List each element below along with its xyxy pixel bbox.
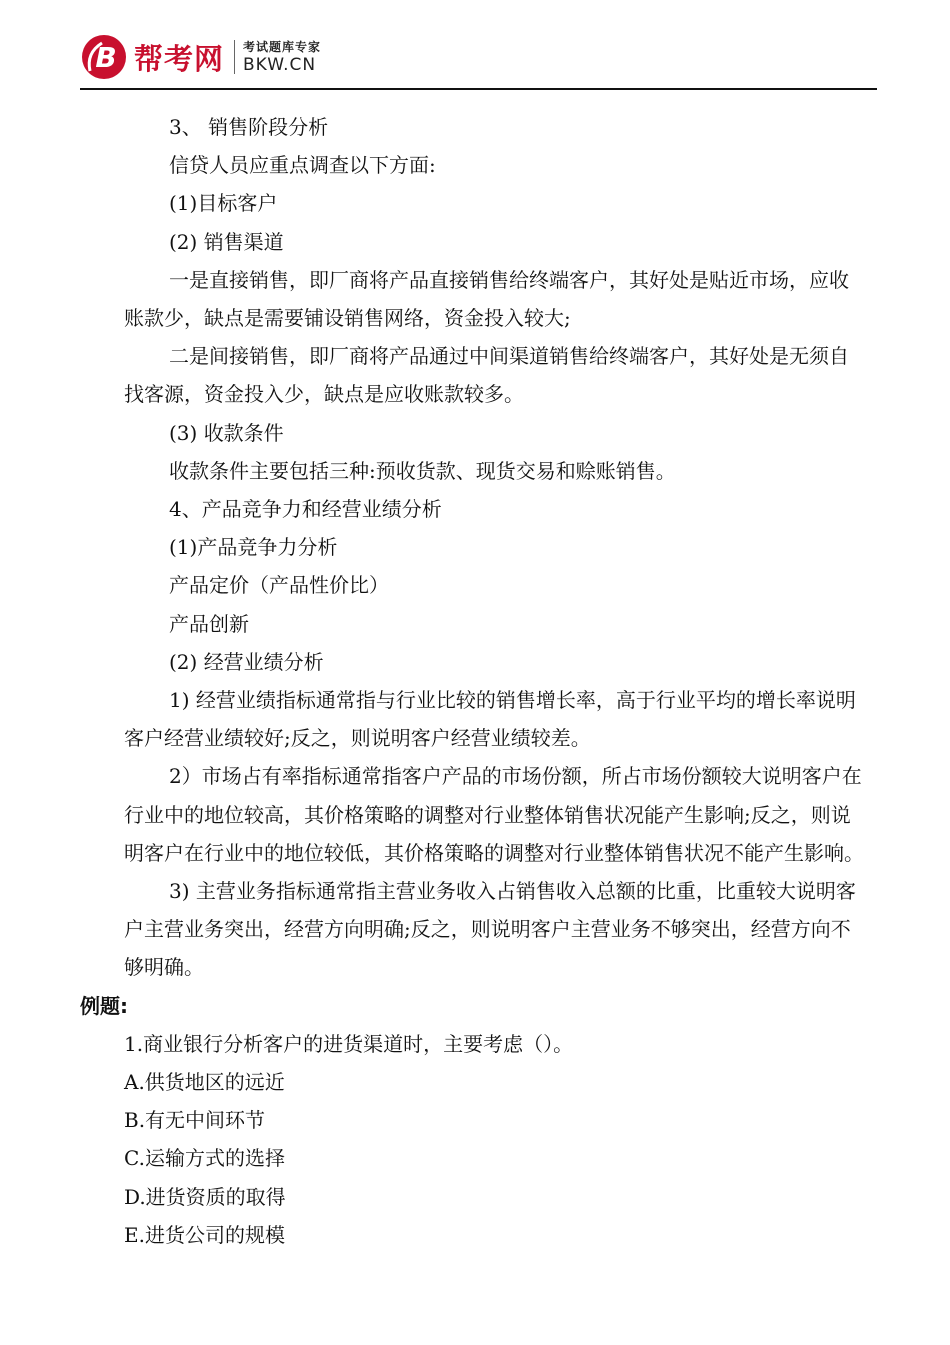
logo-name: 帮考网	[134, 41, 225, 76]
text-line: 收款条件主要包括三种:预收货款、现货交易和赊账销售。	[169, 458, 676, 483]
option-d: D.进货资质的取得	[124, 1184, 286, 1209]
paragraph-growth-rate: 1) 经营业绩指标通常指与行业比较的销售增长率，高于行业平均的增长率说明客户经营业绩较好;反之，则说明客户经营业绩较差。	[124, 688, 856, 751]
option-a: A.供货地区的远近	[124, 1070, 285, 1095]
page-header	[0, 0, 950, 92]
logo-b-icon	[80, 33, 128, 81]
site-logo[interactable]	[80, 32, 321, 82]
paragraph-indirect-sales: 二是间接销售，即厂商将产品通过中间渠道销售给终端客户，其好处是无须自找客源，资金投入少，缺点是应收账款较多。	[124, 344, 849, 407]
option-c: C.运输方式的选择	[124, 1146, 285, 1171]
paragraph-direct-sales: 一是直接销售，即厂商将产品直接销售给终端客户，其好处是贴近市场，应收账款少，缺点是需要铺设销售网络，资金投入较大;	[124, 267, 849, 331]
section-heading-competitiveness: 4、产品竞争力和经营业绩分析	[169, 497, 442, 522]
text-line: (1)产品竞争力分析	[169, 535, 338, 560]
example-heading: 例题:	[80, 993, 128, 1018]
logo-letter: B	[95, 41, 117, 74]
document-body	[0, 108, 950, 1254]
text-line: 信贷人员应重点调查以下方面:	[169, 153, 436, 178]
text-line: (1)目标客户	[169, 191, 278, 216]
logo-sub	[243, 41, 321, 74]
header-rule	[80, 88, 877, 90]
logo-url: BKW.CN	[243, 54, 317, 75]
option-b: B.有无中间环节	[124, 1108, 266, 1133]
text-line: (3) 收款条件	[169, 420, 284, 445]
text-line: 产品定价（产品性价比）	[169, 573, 389, 598]
text-line: (2) 经营业绩分析	[169, 649, 324, 674]
logo-tagline: 考试题库专家	[243, 39, 322, 54]
section-heading-sales-stage: 3、 销售阶段分析	[169, 115, 329, 139]
text-line: 产品创新	[169, 611, 249, 636]
option-e: E.进货公司的规模	[124, 1222, 285, 1247]
text-line: (2) 销售渠道	[169, 229, 284, 254]
paragraph-main-business: 3) 主营业务指标通常指主营业务收入占销售收入总额的比重，比重较大说明客户主营业务突出，经营方向明确;反之，则说明客户主营业务不够突出，经营方向不够明确。	[124, 879, 856, 980]
example-question: 1.商业银行分析客户的进货渠道时，主要考虑（）。	[124, 1031, 574, 1056]
logo-divider	[234, 40, 235, 74]
paragraph-market-share: 2）市场占有率指标通常指客户产品的市场份额，所占市场份额较大说明客户在行业中的地位较高，其价格策略的调整对行业整体销售状况能产生影响;反之，则说明客户在行业中的地位较低，其价格策略的调整对行业整体销售状况不能产生影响。	[124, 764, 864, 865]
